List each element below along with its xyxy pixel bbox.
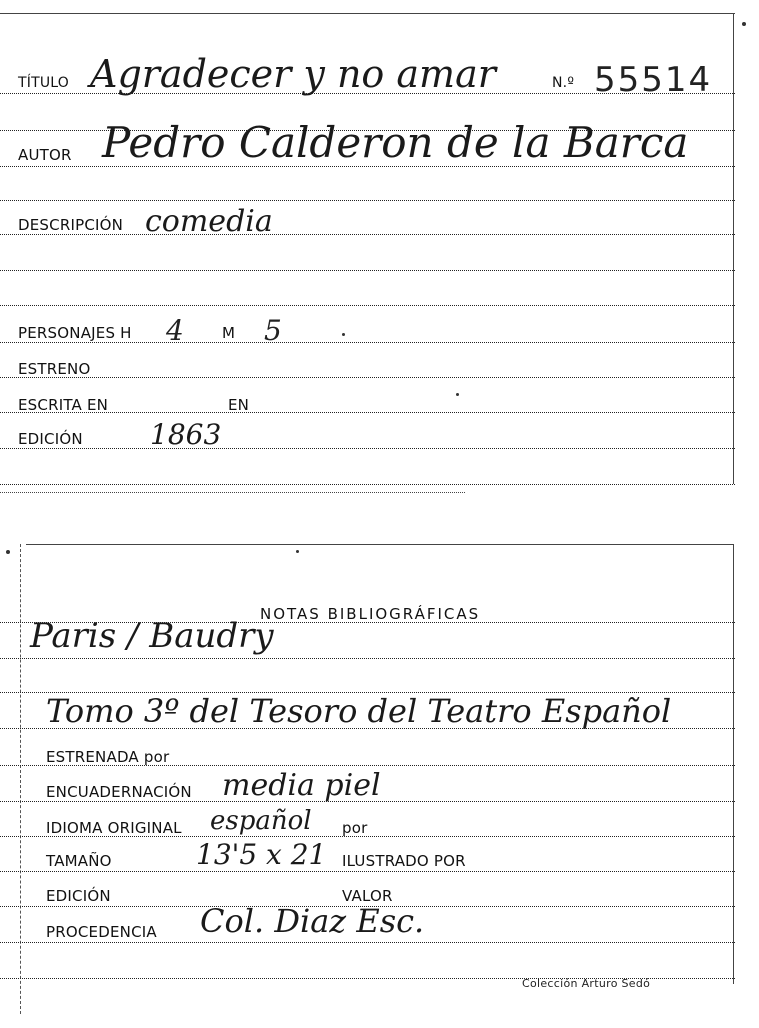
- card-right-border: [733, 14, 734, 484]
- personajes-label: PERSONAJES H: [18, 324, 132, 342]
- rule-blank-2: [0, 200, 735, 201]
- descripcion-label: DESCRIPCIÓN: [18, 216, 124, 234]
- descripcion-value: comedia: [145, 204, 273, 239]
- catalog-card-bottom: [0, 540, 759, 1028]
- numero-value: 55514: [594, 60, 713, 100]
- rule-edicion: [0, 448, 735, 449]
- rule-note-1: [0, 658, 735, 659]
- rule-bottom: [0, 484, 735, 485]
- valor-label: VALOR: [342, 887, 393, 905]
- personajes-m-value: 5: [264, 314, 282, 347]
- procedencia-value: Col. Diaz Esc.: [200, 902, 425, 940]
- edicion-label: EDICIÓN: [18, 430, 83, 448]
- rule-estrenada: [0, 765, 735, 766]
- card-top-border: [26, 544, 734, 545]
- ink-speck: [296, 550, 299, 553]
- ink-speck: [6, 550, 10, 554]
- edicion-value: 1863: [150, 418, 222, 451]
- rule-personajes: [0, 342, 735, 343]
- procedencia-label: PROCEDENCIA: [46, 923, 157, 941]
- card-bottom-edge: [0, 492, 465, 493]
- collection-credit: Colección Arturo Sedó: [522, 977, 651, 990]
- ink-speck: [342, 333, 345, 336]
- rule-escrita: [0, 412, 735, 413]
- rule-descripcion: [0, 234, 735, 235]
- catalog-card-top: [0, 0, 759, 500]
- rule-tamano: [0, 871, 735, 872]
- idioma-label: IDIOMA ORIGINAL: [46, 819, 182, 837]
- tamano-value: 13'5 x 21: [196, 838, 327, 871]
- note-line-2: Tomo 3º del Tesoro del Teatro Español: [46, 692, 672, 730]
- ink-speck: [742, 22, 746, 26]
- card-left-border: [20, 544, 21, 1014]
- notas-heading: NOTAS BIBLIOGRÁFICAS: [260, 605, 481, 623]
- escrita-label: ESCRITA EN: [18, 396, 109, 414]
- rule-titulo: [0, 93, 735, 94]
- ink-speck: [456, 393, 459, 396]
- rule-estreno: [0, 377, 735, 378]
- autor-value: Pedro Calderon de la Barca: [102, 118, 689, 167]
- titulo-label: TÍTULO: [18, 75, 69, 91]
- edicion-label: EDICIÓN: [46, 887, 111, 905]
- autor-label: AUTOR: [18, 146, 72, 164]
- personajes-m-label: M: [222, 324, 236, 342]
- encuadernacion-value: media piel: [222, 768, 381, 803]
- personajes-h-value: 4: [166, 314, 184, 347]
- rule-blank-3: [0, 270, 735, 271]
- idioma-por-label: por: [342, 819, 368, 837]
- numero-label: N.º: [552, 75, 575, 91]
- rule-procedencia: [0, 942, 735, 943]
- card-top-border: [0, 13, 735, 14]
- rule-note-2: [0, 728, 735, 729]
- tamano-label: TAMAÑO: [46, 852, 112, 870]
- encuadernacion-label: ENCUADERNACIÓN: [46, 783, 192, 801]
- escrita-en-label: EN: [228, 396, 250, 414]
- idioma-value: español: [210, 806, 312, 836]
- ilustrado-label: ILUSTRADO POR: [342, 852, 466, 870]
- estreno-label: ESTRENO: [18, 360, 91, 378]
- rule-encuadernacion: [0, 801, 735, 802]
- titulo-value: Agradecer y no amar: [90, 52, 496, 96]
- rule-autor: [0, 166, 735, 167]
- card-right-border: [733, 544, 734, 984]
- note-line-1: Paris / Baudry: [30, 616, 274, 656]
- rule-blank-4: [0, 305, 735, 306]
- estrenada-label: ESTRENADA por: [46, 748, 170, 766]
- rule-idioma: [0, 836, 735, 837]
